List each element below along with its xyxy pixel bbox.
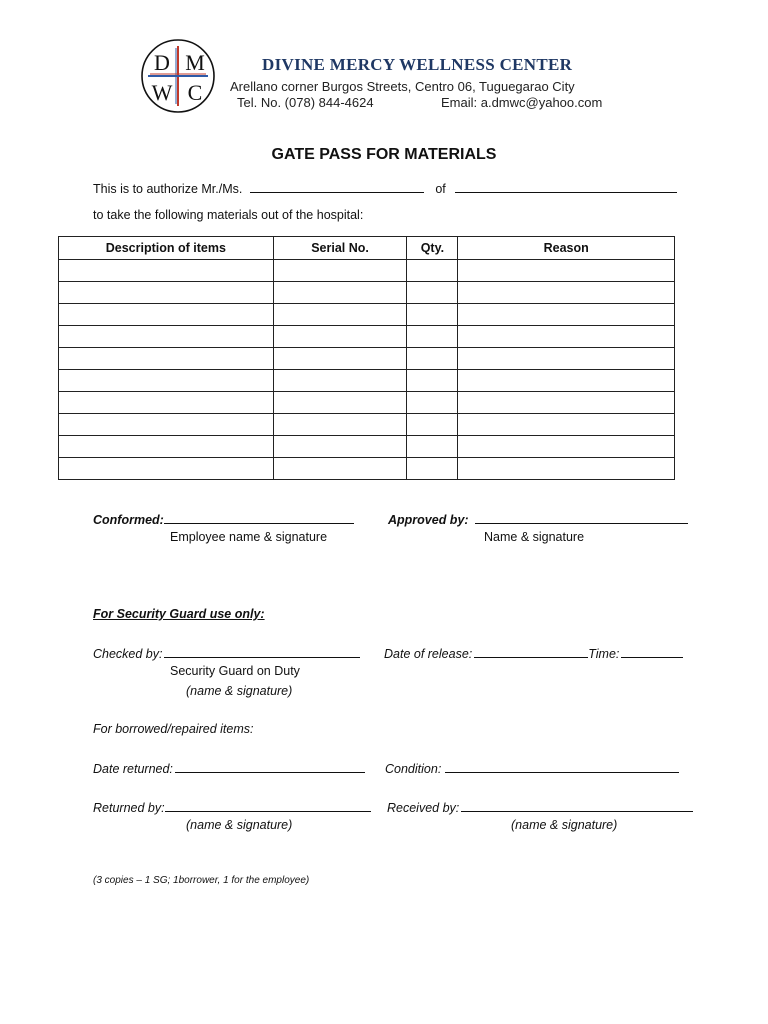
serial-cell[interactable] <box>273 348 407 370</box>
reason-cell[interactable] <box>458 436 675 458</box>
borrowed-label: For borrowed/repaired items: <box>93 722 254 736</box>
serial-cell[interactable] <box>273 392 407 414</box>
logo-letter-m: M <box>185 50 205 75</box>
qty-cell[interactable] <box>407 304 458 326</box>
reason-cell[interactable] <box>458 260 675 282</box>
description-cell[interactable] <box>59 326 274 348</box>
reason-cell[interactable] <box>458 414 675 436</box>
table-row <box>59 348 675 370</box>
authorize-name-field[interactable] <box>250 180 424 193</box>
copies-footnote: (3 copies – 1 SG; 1borrower, 1 for the employee) <box>93 875 310 886</box>
col-reason: Reason <box>458 237 675 260</box>
condition-field[interactable] <box>445 760 679 773</box>
checked-label: Checked by: <box>93 647 163 661</box>
qty-cell[interactable] <box>407 348 458 370</box>
security-heading: For Security Guard use only: <box>93 607 265 621</box>
serial-cell[interactable] <box>273 458 407 480</box>
table-row <box>59 304 675 326</box>
checked-caption-1: Security Guard on Duty <box>170 664 300 678</box>
release-time-field[interactable] <box>621 645 683 658</box>
description-cell[interactable] <box>59 304 274 326</box>
serial-cell[interactable] <box>273 326 407 348</box>
org-telephone: Tel. No. (078) 844-4624 <box>237 95 374 110</box>
condition-line <box>385 760 679 776</box>
qty-cell[interactable] <box>407 392 458 414</box>
col-serial: Serial No. <box>273 237 407 260</box>
reason-cell[interactable] <box>458 282 675 304</box>
qty-cell[interactable] <box>407 414 458 436</box>
checked-line <box>93 645 360 661</box>
reason-cell[interactable] <box>458 304 675 326</box>
qty-cell[interactable] <box>407 370 458 392</box>
reason-cell[interactable] <box>458 392 675 414</box>
description-cell[interactable] <box>59 370 274 392</box>
authorize-of-label: of <box>435 182 446 196</box>
received-by-caption: (name & signature) <box>511 818 618 832</box>
qty-cell[interactable] <box>407 326 458 348</box>
serial-cell[interactable] <box>273 370 407 392</box>
authorize-prefix: This is to authorize Mr./Ms. <box>93 182 243 196</box>
qty-cell[interactable] <box>407 260 458 282</box>
received-by-line <box>387 799 693 815</box>
description-cell[interactable] <box>59 414 274 436</box>
dmwc-logo <box>140 38 216 114</box>
release-line <box>384 645 683 661</box>
release-date-field[interactable] <box>474 645 588 658</box>
serial-cell[interactable] <box>273 304 407 326</box>
authorize-line <box>93 180 677 196</box>
table-row <box>59 260 675 282</box>
conformed-line <box>93 511 354 527</box>
description-cell[interactable] <box>59 348 274 370</box>
qty-cell[interactable] <box>407 282 458 304</box>
conformed-field[interactable] <box>164 511 354 524</box>
col-description: Description of items <box>59 237 274 260</box>
logo-letter-w: W <box>151 80 173 105</box>
approved-line <box>388 511 688 527</box>
org-email: Email: a.dmwc@yahoo.com <box>441 95 603 110</box>
conformed-caption: Employee name & signature <box>170 530 328 544</box>
table-row <box>59 414 675 436</box>
table-row <box>59 392 675 414</box>
received-by-label: Received by: <box>387 801 460 815</box>
time-label: Time: <box>588 647 620 661</box>
description-cell[interactable] <box>59 436 274 458</box>
reason-cell[interactable] <box>458 370 675 392</box>
reason-cell[interactable] <box>458 458 675 480</box>
returned-by-label: Returned by: <box>93 801 165 815</box>
returned-by-line <box>93 799 371 815</box>
approved-field[interactable] <box>475 511 688 524</box>
checked-caption-2: (name & signature) <box>186 684 293 698</box>
reason-cell[interactable] <box>458 348 675 370</box>
items-table <box>58 236 675 480</box>
received-by-field[interactable] <box>461 799 693 812</box>
returned-date-field[interactable] <box>175 760 365 773</box>
logo-letter-c: C <box>187 80 203 105</box>
conformed-label: Conformed: <box>93 513 164 527</box>
logo-letter-d: D <box>154 50 170 75</box>
org-name: DIVINE MERCY WELLNESS CENTER <box>262 55 573 74</box>
reason-cell[interactable] <box>458 326 675 348</box>
qty-cell[interactable] <box>407 458 458 480</box>
items-body <box>59 260 675 480</box>
description-cell[interactable] <box>59 458 274 480</box>
table-row <box>59 282 675 304</box>
org-address: Arellano corner Burgos Streets, Centro 06, Tuguegarao City <box>230 79 575 94</box>
serial-cell[interactable] <box>273 414 407 436</box>
returned-by-field[interactable] <box>165 799 371 812</box>
description-cell[interactable] <box>59 260 274 282</box>
description-cell[interactable] <box>59 392 274 414</box>
authorize-of-field[interactable] <box>455 180 677 193</box>
table-row <box>59 370 675 392</box>
description-cell[interactable] <box>59 282 274 304</box>
approved-caption: Name & signature <box>484 530 585 544</box>
table-row <box>59 458 675 480</box>
serial-cell[interactable] <box>273 436 407 458</box>
condition-label: Condition: <box>385 762 442 776</box>
authorize-line-2: to take the following materials out of the hospital: <box>93 208 364 222</box>
page-title: GATE PASS FOR MATERIALS <box>271 146 497 163</box>
returned-date-label: Date returned: <box>93 762 173 776</box>
checked-field[interactable] <box>164 645 360 658</box>
release-label: Date of release: <box>384 647 473 661</box>
returned-date-line <box>93 760 365 776</box>
col-qty: Qty. <box>407 237 458 260</box>
serial-cell[interactable] <box>273 260 407 282</box>
serial-cell[interactable] <box>273 282 407 304</box>
table-row <box>59 436 675 458</box>
table-header-row <box>59 237 675 260</box>
qty-cell[interactable] <box>407 436 458 458</box>
table-row <box>59 326 675 348</box>
returned-by-caption: (name & signature) <box>186 818 293 832</box>
approved-label: Approved by: <box>388 513 469 527</box>
